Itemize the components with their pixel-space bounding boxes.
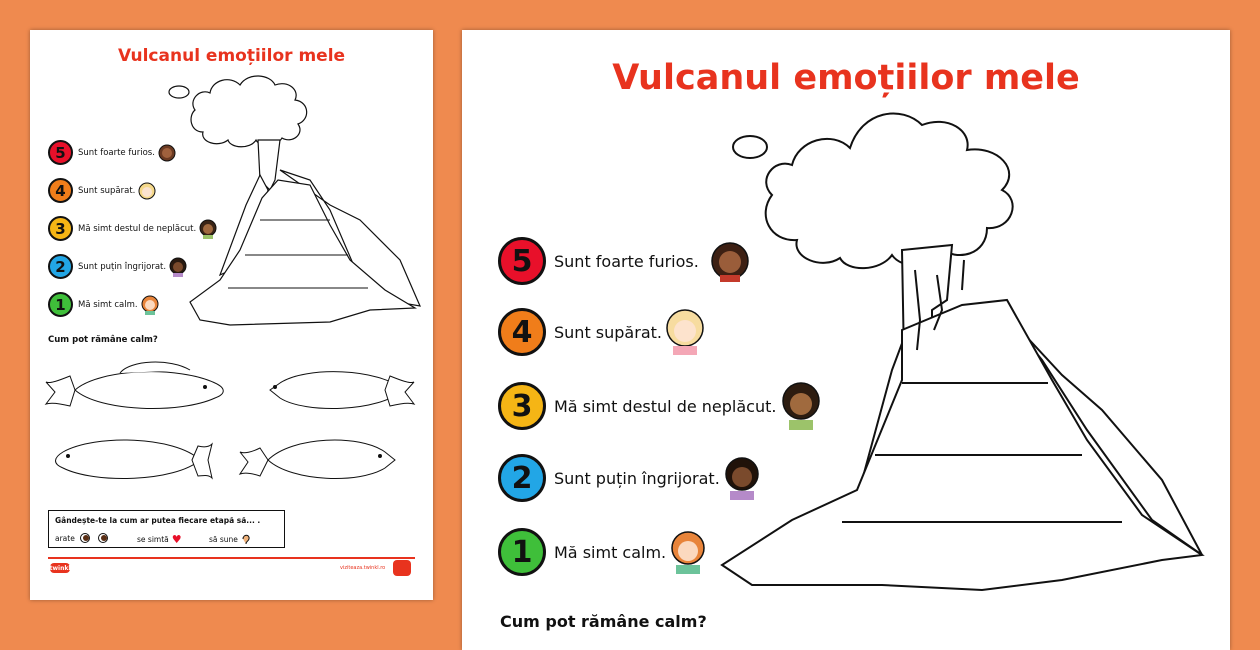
level-5-row xyxy=(48,140,177,165)
level-2-label: Sunt puțin îngrijorat. xyxy=(78,261,167,272)
level-3-badge: 3 xyxy=(48,216,73,241)
level-4-badge-zoom: 4 xyxy=(498,308,546,356)
level-2-badge-zoom: 2 xyxy=(498,454,546,502)
ear-icon xyxy=(241,533,251,545)
level-5-row-zoom xyxy=(498,237,751,285)
calm-face-icon xyxy=(140,295,160,315)
level-2-row-zoom xyxy=(498,454,762,502)
worried-face-icon xyxy=(722,456,762,500)
level-5-badge-zoom: 5 xyxy=(498,237,546,285)
hint-title: Gândește-te la cum ar putea fiecare etapă să... . xyxy=(55,516,261,525)
level-4-row xyxy=(48,178,157,203)
level-4-label-zoom: Sunt supărat. xyxy=(554,322,662,342)
level-4-label: Sunt supărat. xyxy=(78,185,136,196)
twinkl-badge-icon xyxy=(393,560,411,576)
hint-box xyxy=(48,510,285,548)
level-3-row xyxy=(48,216,218,241)
twinkl-logo: twinkl xyxy=(49,564,71,572)
worried-face-icon xyxy=(168,257,188,277)
upset-face-icon xyxy=(137,181,157,201)
upset-face-icon xyxy=(664,309,706,355)
level-1-row-zoom xyxy=(498,528,708,576)
level-2-badge: 2 xyxy=(48,254,73,279)
level-5-badge: 5 xyxy=(48,140,73,165)
hint-sound-label: să sune xyxy=(209,534,238,544)
worksheet-title: Vulcanul emoțiilor mele xyxy=(117,46,346,66)
uneasy-face-icon xyxy=(780,382,822,430)
fish-3 xyxy=(56,440,213,478)
level-3-label: Mă simt destul de neplăcut. xyxy=(78,223,197,234)
level-5-label: Sunt foarte furios. xyxy=(78,147,155,158)
level-1-badge-zoom: 1 xyxy=(498,528,546,576)
worksheet-preview-zoom xyxy=(462,30,1230,650)
angry-face-icon xyxy=(157,143,177,163)
hint-feel-label: se simtă xyxy=(137,535,169,544)
level-1-label: Mă simt calm. xyxy=(78,299,138,310)
fish-2 xyxy=(270,372,414,409)
hint-item-feel xyxy=(137,533,182,546)
fish-4 xyxy=(240,440,395,478)
footer-divider xyxy=(48,557,415,559)
worksheet-preview-full xyxy=(30,30,433,600)
angry-face-icon xyxy=(709,240,751,282)
level-3-label-zoom: Mă simt destul de neplăcut. xyxy=(554,396,777,416)
level-3-badge-zoom: 3 xyxy=(498,382,546,430)
level-1-row xyxy=(48,292,160,317)
heart-icon: ♥ xyxy=(171,533,182,546)
hint-item-sound xyxy=(209,533,251,545)
hint-item-look xyxy=(55,533,112,543)
footer-url: viziteaza.twinkl.ro xyxy=(340,565,386,571)
fish-1 xyxy=(46,362,223,408)
level-3-row-zoom xyxy=(498,382,822,430)
level-4-row-zoom xyxy=(498,308,706,356)
calm-face-icon xyxy=(668,530,708,574)
calm-question-zoom: Cum pot rămâne calm? xyxy=(500,612,707,631)
fish-outlines xyxy=(30,348,433,488)
level-2-label-zoom: Sunt puțin îngrijorat. xyxy=(554,468,720,488)
hint-look-label: arate xyxy=(55,533,75,543)
level-1-label-zoom: Mă simt calm. xyxy=(554,542,667,562)
level-5-label-zoom: Sunt foarte furios. xyxy=(554,251,699,271)
uneasy-face-icon xyxy=(198,219,218,239)
eyes-icon xyxy=(78,533,112,543)
level-1-badge: 1 xyxy=(48,292,73,317)
level-4-badge: 4 xyxy=(48,178,73,203)
worksheet-title-zoom: Vulcanul emoțiilor mele xyxy=(612,58,1080,98)
calm-question: Cum pot rămâne calm? xyxy=(48,335,158,345)
level-2-row xyxy=(48,254,188,279)
